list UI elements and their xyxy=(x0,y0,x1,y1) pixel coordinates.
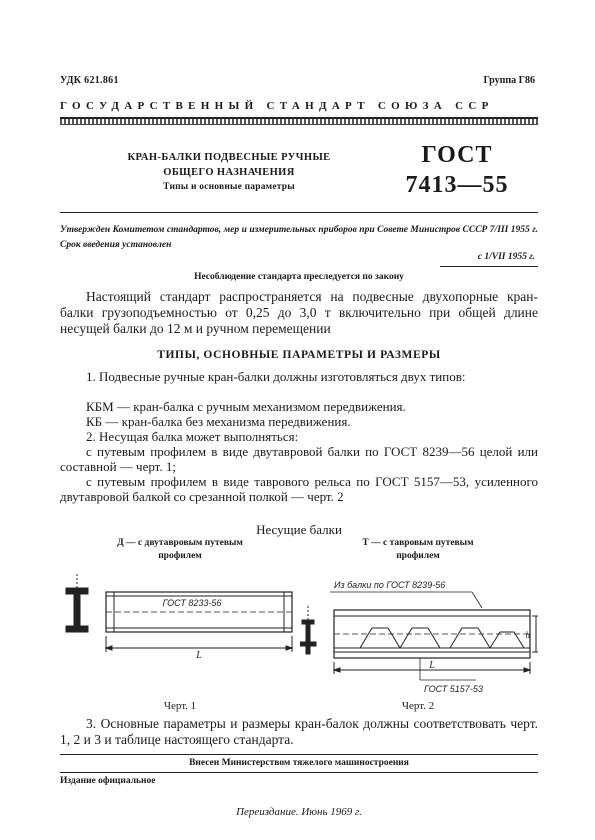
figure-title: Несущие балки xyxy=(256,522,342,537)
gost-number-block xyxy=(392,140,522,200)
height-dimension xyxy=(532,616,538,652)
t-rail-section-icon xyxy=(300,606,316,654)
drawing-2-height-label: h xyxy=(525,630,530,640)
paragraph-1: 1. Подвесные ручные кран-балки должны изготовляться двух типов: xyxy=(86,369,466,384)
caption-type-d xyxy=(80,537,280,563)
paragraph-2b: с путевым профилем в виде таврового рельса по ГОСТ 5157—53, усиленного двутавровой балкой со срезанной полкой — черт. 2 xyxy=(60,474,538,504)
official-edition: Издание официальное xyxy=(60,776,156,786)
title-line-2: ОБЩЕГО НАЗНАЧЕНИЯ xyxy=(163,167,295,178)
footer-divider-bottom xyxy=(60,772,538,773)
paragraph-1b: КБ — кран-балка без механизма передвижения. xyxy=(86,414,351,429)
divider-line xyxy=(60,212,538,213)
drawing-2-top-label: Из балки по ГОСТ 8239-56 xyxy=(334,580,446,590)
paragraph-3: 3. Основные параметры и размеры кран-балок должны соответствовать черт. 1, 2 и 3 и таблице настоящего стандарта. xyxy=(60,716,538,747)
drawing-2-bottom-label: ГОСТ 5157-53 xyxy=(424,684,483,694)
paragraph-2a: с путевым профилем в виде двутавровой балки по ГОСТ 8239—56 целой или составной — черт. 1; xyxy=(60,444,538,474)
udk-code: УДК 621.861 xyxy=(60,75,119,86)
caption-type-t xyxy=(318,537,518,563)
caption-type-t-line-2: профилем xyxy=(396,551,440,561)
gost-number: 7413—55 xyxy=(405,172,509,198)
beam-drawing-2 xyxy=(300,576,540,700)
state-standard-heading: ГОСУДАРСТВЕННЫЙ СТАНДАРТ СОЮЗА ССР xyxy=(60,100,494,112)
intro-paragraph: Настоящий стандарт распространяется на подвесные двухопорные кран-балки грузоподъемностью от 0,25 до 3,0 т включительно при общей длине несущей балки до 12 м и ручном перемещении xyxy=(60,289,538,336)
effective-date: с 1/VII 1955 г. xyxy=(477,252,535,262)
t-rail-side-view xyxy=(334,610,530,658)
effective-date-underline xyxy=(440,266,538,267)
approval-text: Утвержден Комитетом стандартов, мер и измерительных приборов при Совете Министров СССР 7/III 1955 г. Срок введения установлен xyxy=(60,225,538,250)
legal-notice: Несоблюдение стандарта преследуется по закону xyxy=(194,272,404,282)
gost-label: ГОСТ xyxy=(421,142,493,168)
caption-type-t-line-1: Т — с тавровым путевым xyxy=(362,538,474,548)
beam-drawing-1 xyxy=(60,566,300,696)
drawing-2-length-label: L xyxy=(429,660,435,671)
drawing-1-length-label: L xyxy=(196,650,202,661)
title-line-1: КРАН-БАЛКИ ПОДВЕСНЫЕ РУЧНЫЕ xyxy=(127,152,331,163)
group-code: Группа Г86 xyxy=(483,75,535,86)
drawing-1-gost-label: ГОСТ 8233-56 xyxy=(162,598,222,608)
introduced-by: Внесен Министерством тяжелого машиностроения xyxy=(189,758,409,768)
footer-divider-top xyxy=(60,754,538,755)
title-subtitle: Типы и основные параметры xyxy=(163,182,295,192)
header-band-divider xyxy=(60,117,538,125)
chart-2-label: Черт. 2 xyxy=(401,700,435,712)
section-title: ТИПЫ, ОСНОВНЫЕ ПАРАМЕТРЫ И РАЗМЕРЫ xyxy=(157,349,441,361)
i-beam-section-icon xyxy=(66,574,88,632)
caption-type-d-line-2: профилем xyxy=(158,551,202,561)
chart-1-label: Черт. 1 xyxy=(163,700,197,712)
caption-type-d-line-1: Д — с двутавровым путевым xyxy=(117,538,243,548)
paragraph-2: 2. Несущая балка может выполняться: xyxy=(86,429,299,444)
standard-title xyxy=(94,150,364,195)
paragraph-1a: КБМ — кран-балка с ручным механизмом передвижения. xyxy=(86,399,406,414)
reissue-date: Переиздание. Июнь 1969 г. xyxy=(236,806,362,818)
